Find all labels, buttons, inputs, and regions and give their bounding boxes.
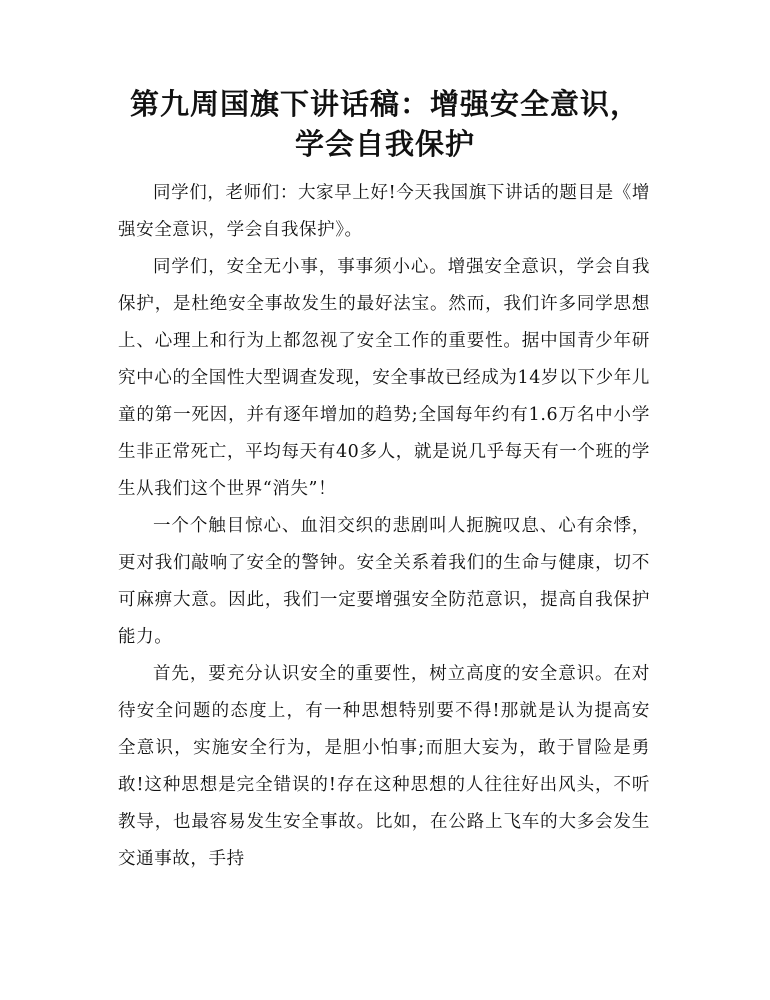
document-body <box>118 175 650 878</box>
paragraph: 同学们，老师们：大家早上好!今天我国旗下讲话的题目是《增强安全意识，学会自我保护》。 <box>118 183 650 240</box>
title-line-1: 第九周国旗下讲话稿：增强安全意识， <box>129 87 640 121</box>
document-title <box>100 84 670 164</box>
paragraph: 首先，要充分认识安全的重要性，树立高度的安全意识。在对待安全问题的态度上，有一种思想特别要不得!那就是认为提高安全意识，实施安全行为，是胆小怕事;而胆大妄为，敢于冒险是勇敢!这种思想是完全错误的!存在这种思想的人往往好出风头，不听教导，也最容易发生安全事故。比如，在公路上飞车的大多会发生交通事故，手持 <box>118 664 650 869</box>
paragraph: 一个个触目惊心、血泪交织的悲剧叫人扼腕叹息、心有余悸，更对我们敲响了安全的警钟。安全关系着我们的生命与健康，切不可麻痹大意。因此，我们一定要增强安全防范意识，提高自我保护能力。 <box>118 516 650 647</box>
paragraph: 同学们，安全无小事，事事须小心。增强安全意识，学会自我保护，是杜绝安全事故发生的最好法宝。然而，我们许多同学思想上、心理上和行为上都忽视了安全工作的重要性。据中国青少年研究中心的全国性大型调查发现，安全事故已经成为14岁以下少年儿童的第一死因，并有逐年增加的趋势;全国每年约有1.6万名中小学生非正常死亡，平均每天有40多人，就是说几乎每天有一个班的学生从我们这个世界“消失”！ <box>118 257 650 499</box>
title-line-2: 学会自我保护 <box>294 127 475 161</box>
